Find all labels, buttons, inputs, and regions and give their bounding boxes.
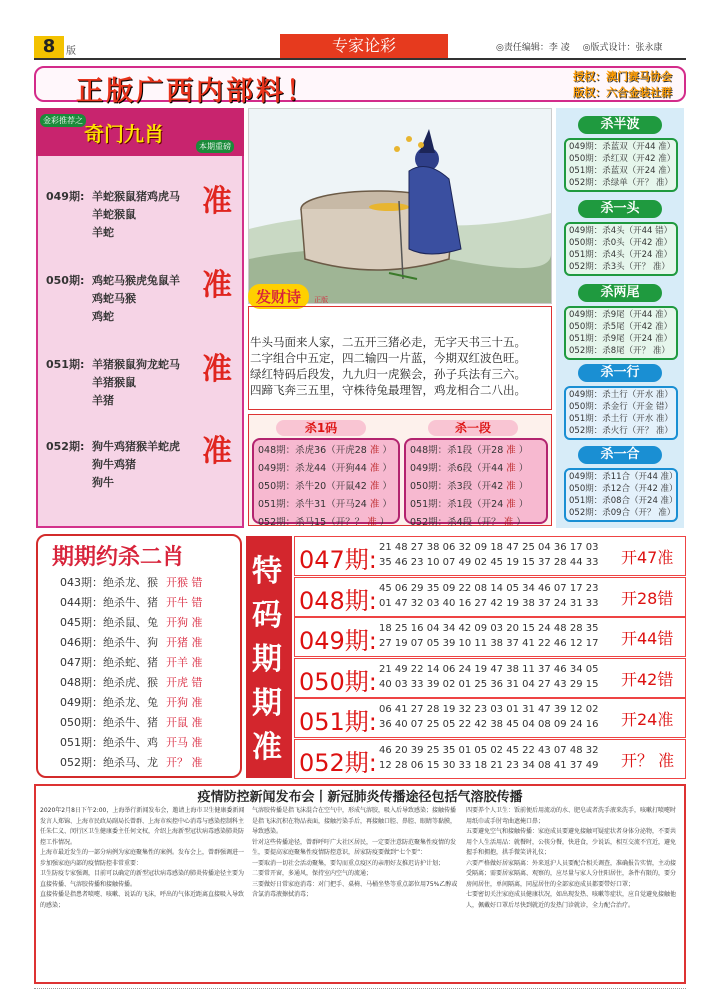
qiqi-row (60, 634, 203, 650)
sha1duan-row-text: 048期：杀1段（开28 (410, 445, 504, 456)
sha1ma-row: 051期：杀牛31（开马24 准 ） (258, 499, 392, 510)
tema-result: 开47准 (621, 548, 674, 567)
qiqi-row-text: 051期：绝杀牛、鸡 (60, 736, 158, 749)
qiqi-row-text: 046期：绝杀牛、狗 (60, 636, 158, 649)
qiqi-row-result: 开狗 准 (166, 696, 203, 709)
qiqi-row (60, 734, 203, 750)
tema-numbers (379, 621, 598, 651)
qiqi-row-result: 开牛 错 (166, 596, 203, 609)
qiqi-row (60, 594, 203, 610)
sha1ma-row-text: 050期：杀牛20（开鼠42 (258, 481, 367, 492)
qiqi-row (60, 694, 203, 710)
qimen-line: 羊蛇猴鼠 (92, 208, 136, 221)
qiqi-row-text: 050期：绝杀牛、猪 (60, 716, 158, 729)
tema-numbers-line2: 01 47 32 03 40 16 27 42 19 38 37 24 31 33 (379, 597, 599, 609)
tema-period: 047期: (299, 546, 377, 574)
sha1duan-row: 051期：杀1段（开24 准 ） (410, 499, 529, 510)
right-yihe-box (564, 468, 678, 522)
tema-numbers-line2: 12 28 06 15 30 33 18 21 23 34 08 41 37 49 (379, 759, 599, 771)
qiqi-row-result: 开猪 准 (166, 636, 203, 649)
sha1duan-row-text: 051期：杀1段（开24 (410, 499, 504, 510)
tema-numbers (379, 743, 598, 773)
qimen-line: 鸡蛇马猴 (92, 292, 136, 305)
sha1duan-row-text: 049期：杀6段（开44 (410, 463, 504, 474)
tema-numbers-line2: 35 46 23 10 07 49 02 45 19 15 37 28 44 33 (379, 557, 599, 568)
qiqi-title: 期期约杀二肖 (52, 545, 185, 570)
tema-numbers-line2: 27 19 07 05 39 10 11 38 37 41 22 46 12 17 (379, 638, 599, 649)
tema-side-char: 特 (252, 554, 282, 589)
footer-line (34, 988, 686, 989)
tema-numbers-line2: 40 03 33 39 02 01 25 36 31 04 27 43 29 15 (379, 678, 599, 690)
right-banbo-title: 杀半波 (578, 116, 662, 134)
poem-title: 发财诗 (248, 284, 309, 309)
top-banner (34, 66, 686, 107)
right-yitou-title: 杀一头 (578, 200, 662, 218)
tema-numbers-line1: 21 49 22 14 06 24 19 47 38 11 37 46 34 05 (379, 663, 599, 675)
qimen-mark: 准 (202, 434, 232, 469)
qimen-mark: 准 (202, 268, 232, 303)
qimen-line: 鸡蛇马猴虎兔鼠羊 (92, 274, 180, 287)
sha1duan-title: 杀一段 (428, 420, 518, 436)
sha1duan-row-result: 准 (503, 517, 514, 528)
right-banbo-row: 052期：杀绿单（开？ 准） (569, 178, 673, 188)
sha1duan-row-text: 050期：杀3段（开42 (410, 481, 504, 492)
news-column-1: 2020年2月8日下午2:00，上海举行新闻发布会，邀请上海市卫生健康委新闻发言人郑锦、上海市民政局副局长曾群、上海市疾控中心消毒与感染控制科主任朱仁义、闵行区卫生健康委主任何文权，介绍上海新型冠状病毒感染肺炎防控工作情况。 上海市最近发生的一部分病例为家庭聚集性的案例。发布会上，曾群强调进一步加强家庭内部的疫情防控非常重要： 卫生防疫专家强调，目前可以确定的新型冠状病毒感染的肺炎传播途径主要为直接传播、气溶胶传播和接触传播。 直接传播是指患者喷嚏、咳嗽、说话的飞沫，呼出的气体近距离直接吸入导致的感染； (40, 807, 245, 909)
sha1ma-row-result: 准 (369, 463, 380, 474)
tema-result: 开24准 (621, 710, 674, 729)
sha1duan-row-result: 准 (506, 463, 516, 474)
sha1duan-row-result: 准 (506, 499, 516, 510)
right-yitou-box (564, 222, 678, 276)
sha1ma-row-text: 051期：杀牛31（开马24 (258, 499, 367, 510)
news-column-2: 气溶胶传播是指飞沫混合在空气中，形成气溶胶，吸入后导致感染；接触传播是指飞沫沉积在物品表面，接触污染手后，再接触口腔、鼻腔、眼睛等黏膜，导致感染。 针对这些传播途径，曾群呼吁广大社区居民，一定要注意防范聚集性疫情的发生，要提高家庭聚集性疫情防控意识，居家防疫要做到“七个要”： 一要取消一切社会活动聚集，要勾而重点疫区的亲朋好友推迟访护计划； 二要常开窗，多通风，保持室内空气的流通； 三要做好日常家庭消毒：对门把手、桌椅、马桶坐垫等重点部位用75%乙醇或含氯消毒液擦拭消毒； (252, 807, 458, 898)
news-column-3: 四要养个人卫生：饭前便后用流动的水、肥皂或者洗手液来洗手，咳嗽打喷嚏时用纸巾或手肘弯曲遮掩口鼻； 五要避免空气和接触传播：家庭成员要避免接触可疑症状者身体分泌物，不要共用个人生活用品：就餐时，公筷分餐，快进食，少说话，相互交流不宜近，避免握手和拥抱，拱手微笑讲礼仪； 六要严格做好居家隔离：外来返沪人员要配合相关调查，准确报告实情，主动接受隔离；需要居家隔离、观察的，应尽量与家人分住阳居住，条件有限的，要分房间居住，单间隔离，同屋居住的全部家庭成员都要带好口罩； 七要密切关注家庭成员健康状况，如出现发热、咳嗽等症状，应自觉避免接触他人，佩戴好口罩后尽快到就近的发热门诊就诊，全力配合治疗。 (466, 807, 677, 909)
qimen-line: 羊猪猴鼠狗龙蛇马 (92, 358, 180, 371)
qimen-line: 狗牛 (92, 476, 114, 489)
tema-numbers (379, 702, 598, 732)
editor-credit: ◎责任编辑：李 凌 (496, 43, 570, 53)
poem-line: 二字组合中五定，四二输四一片蓝，今期双红波色旺。 (250, 351, 526, 365)
qiqi-row-result: 开鼠 准 (166, 716, 203, 729)
qiqi-row-text: 045期：绝杀鼠、兔 (60, 616, 158, 629)
right-yitou-row: 051期：杀4头（开24 准） (569, 250, 673, 260)
qimen-period: 049期: (46, 190, 85, 203)
qimen-mark: 准 (202, 352, 232, 387)
right-banbo-row: 051期：杀蓝双（开24 准） (569, 166, 676, 176)
tema-result: 开28错 (621, 588, 674, 608)
poem-line: 绿红特码后段发，九九归一虎猴会，孙子兵法有三六。 (250, 367, 526, 381)
tema-side-char: 期 (252, 686, 282, 721)
tema-numbers-line1: 45 06 29 35 09 22 08 14 05 34 46 07 17 23 (379, 582, 599, 594)
qimen-tag-left: 金彩推荐之 (40, 114, 86, 127)
sha1ma-row-text: 049期：杀龙44（开狗44 (258, 463, 367, 474)
qiqi-row-result: 开？ 准 (166, 756, 203, 769)
right-banbo-box (564, 138, 678, 192)
sha1duan-row: 052期：杀4段（开？ 准 ） (410, 517, 526, 528)
right-liangwei-row: 051期：杀9尾（开24 准） (569, 334, 673, 344)
sha1ma-row: 050期：杀牛20（开鼠42 准 ） (258, 481, 392, 492)
tema-row (294, 698, 686, 738)
sha1duan-row: 050期：杀3段（开42 准 ） (410, 481, 529, 492)
tema-side-char: 期 (252, 642, 282, 677)
right-yixing-box (564, 386, 678, 440)
tema-period: 052期: (299, 748, 377, 777)
credits (496, 40, 662, 53)
right-yitou-row: 050期：杀0头（开42 准） (569, 238, 673, 248)
banner-copyright: 版权：六合金装社群 (573, 86, 672, 99)
tema-side-char: 码 (252, 598, 282, 633)
tema-period: 049期: (299, 627, 377, 655)
sha1ma-row-result: 准 (369, 499, 380, 510)
right-yixing-row: 049期：杀土行（开水 准） (569, 390, 673, 400)
qiqi-row-result: 开羊 准 (166, 656, 203, 669)
right-liangwei-row: 050期：杀5尾（开42 准） (569, 322, 673, 332)
tema-row (294, 536, 686, 576)
sha1ma-row: 048期：杀虎36（开虎28 准 ） (258, 445, 392, 456)
right-liangwei-row: 049期：杀9尾（开44 准） (569, 310, 673, 320)
sha1ma-title: 杀1码 (276, 420, 366, 436)
tema-side-char: 准 (252, 730, 282, 765)
tema-row (294, 577, 686, 617)
right-yitou-row: 049期：杀4头（开44 错） (569, 226, 673, 236)
qimen-title: 奇门九肖 (84, 122, 164, 146)
designer-credit: ◎版式设计：张永康 (582, 43, 663, 53)
tema-numbers-line1: 18 25 16 04 34 42 09 03 20 15 24 48 28 35 (379, 623, 599, 634)
sha1ma-box (252, 438, 400, 528)
tema-row (294, 617, 686, 657)
sha1duan-box (404, 438, 548, 528)
right-yixing-row: 051期：杀土行（开水 准） (569, 414, 673, 424)
tema-numbers (379, 581, 598, 611)
sha1ma-row: 052期：杀马15（开？？ 准 ） (258, 517, 390, 528)
poem-line: 牛头马面来人家，二五开三猪必走，无字天书三十五。 (250, 335, 526, 349)
sha1ma-row-result: 准 (367, 517, 377, 528)
right-banbo-row: 050期：杀红双（开42 准） (569, 154, 676, 164)
qiqi-row-result: 开虎 错 (166, 676, 203, 689)
tema-period: 048期: (299, 586, 377, 615)
qimen-line: 鸡蛇 (92, 310, 114, 323)
tema-numbers-line1: 06 41 27 28 19 32 23 03 01 31 47 39 12 02 (379, 704, 599, 715)
news-headline: 疫情防控新闻发布会丨新冠肺炎传播途径包括气溶胶传播 (197, 790, 523, 805)
right-liangwei-box (564, 306, 678, 360)
right-yihe-row: 049期：杀11合（开44 准） (569, 472, 678, 482)
qiqi-row (60, 674, 203, 690)
tema-numbers-line2: 36 40 07 25 05 22 42 38 45 04 08 09 24 16 (379, 719, 599, 730)
right-yixing-title: 杀一行 (578, 364, 662, 382)
qimen-period: 050期: (46, 274, 85, 287)
tema-numbers (379, 540, 598, 570)
qimen-line: 羊蛇 (92, 226, 114, 239)
qimen-period: 051期: (46, 358, 85, 371)
qiqi-row-text: 048期：绝杀虎、猴 (60, 676, 158, 689)
sha1duan-row-result: 准 (506, 445, 516, 456)
right-yihe-row: 050期：杀12合（开42 准） (569, 484, 678, 494)
qimen-tag-right: 本期重磅 (196, 140, 234, 153)
sha1duan-row: 049期：杀6段（开44 准 ） (410, 463, 529, 474)
sha1ma-row-text: 048期：杀虎36（开虎28 (258, 445, 367, 456)
qiqi-row (60, 614, 203, 630)
right-yixing-row: 050期：杀金行（开金 错） (569, 402, 673, 412)
right-yihe-row: 051期：杀08合（开24 准） (569, 496, 678, 506)
sha1ma-row: 049期：杀龙44（开狗44 准 ） (258, 463, 392, 474)
tema-numbers-line1: 46 20 39 25 35 01 05 02 45 22 43 07 48 32 (379, 744, 599, 756)
right-yihe-row: 052期：杀09合（开？ 准） (569, 508, 676, 518)
qimen-line: 狗牛鸡猪猴羊蛇虎 (92, 440, 180, 453)
poem-line: 四蹄飞奔三五里，守株待兔最理智，鸡龙相合二八出。 (250, 383, 526, 397)
qiqi-row (60, 574, 203, 590)
tema-result: 开？ 准 (621, 750, 675, 770)
tema-period: 050期: (299, 667, 377, 696)
qiqi-row-text: 052期：绝杀马、龙 (60, 756, 158, 769)
qimen-line: 狗牛鸡猪 (92, 458, 136, 471)
banner-authorization: 授权：澳门赛马协会 (573, 70, 672, 83)
sha1duan-row: 048期：杀1段（开28 准 ） (410, 445, 529, 456)
right-yihe-title: 杀一合 (578, 446, 662, 464)
sha1ma-row-text: 052期：杀马15（开？？ (258, 517, 365, 528)
qimen-line: 羊猪 (92, 394, 114, 407)
qiqi-row-text: 043期：绝杀龙、猴 (60, 576, 158, 589)
poem-badge: 正版 (314, 296, 329, 304)
right-yitou-row: 052期：杀3头（开？ 准） (569, 262, 670, 272)
page-number: 8 (34, 36, 64, 58)
right-banbo-row: 049期：杀蓝双（开44 准） (569, 142, 676, 152)
tema-row (294, 739, 686, 779)
tema-result: 开42错 (621, 669, 674, 689)
tema-numbers-line1: 21 48 27 38 06 32 09 18 47 25 04 36 17 03 (379, 542, 599, 553)
tema-result: 开44错 (621, 629, 674, 648)
page-number-suffix: 版 (66, 46, 76, 57)
qiqi-row (60, 654, 203, 670)
qimen-line: 羊猪猴鼠 (92, 376, 136, 389)
qiqi-row-text: 047期：绝杀蛇、猪 (60, 656, 158, 669)
banner-title: 正版广西内部料！ (76, 76, 316, 107)
qiqi-row (60, 754, 203, 770)
qiqi-row-result: 开狗 准 (166, 616, 203, 629)
illustration (248, 108, 552, 304)
tema-period: 051期: (299, 708, 377, 736)
right-liangwei-title: 杀两尾 (578, 284, 662, 302)
sha1duan-row-text: 052期：杀4段（开？ (410, 517, 501, 528)
right-liangwei-row: 052期：杀8尾（开？ 准） (569, 346, 670, 356)
qiqi-row-text: 049期：绝杀龙、兔 (60, 696, 158, 709)
right-yixing-row: 052期：杀火行（开？ 准） (569, 426, 673, 436)
sha1ma-row-result: 准 (369, 481, 380, 492)
qiqi-row-result: 开猴 错 (166, 576, 203, 589)
qimen-line: 羊蛇猴鼠猪鸡虎马 (92, 190, 180, 203)
tema-row (294, 658, 686, 698)
sha1duan-row-result: 准 (506, 481, 516, 492)
tema-numbers (379, 662, 598, 692)
qimen-mark: 准 (202, 184, 232, 219)
qiqi-row-result: 开马 准 (166, 736, 203, 749)
qiqi-row-text: 044期：绝杀牛、猪 (60, 596, 158, 609)
qimen-period: 052期: (46, 440, 85, 453)
qiqi-row (60, 714, 203, 730)
fortune-teller-illustration (249, 109, 551, 303)
section-title: 专家论彩 (280, 34, 448, 58)
sha1ma-row-result: 准 (369, 445, 380, 456)
